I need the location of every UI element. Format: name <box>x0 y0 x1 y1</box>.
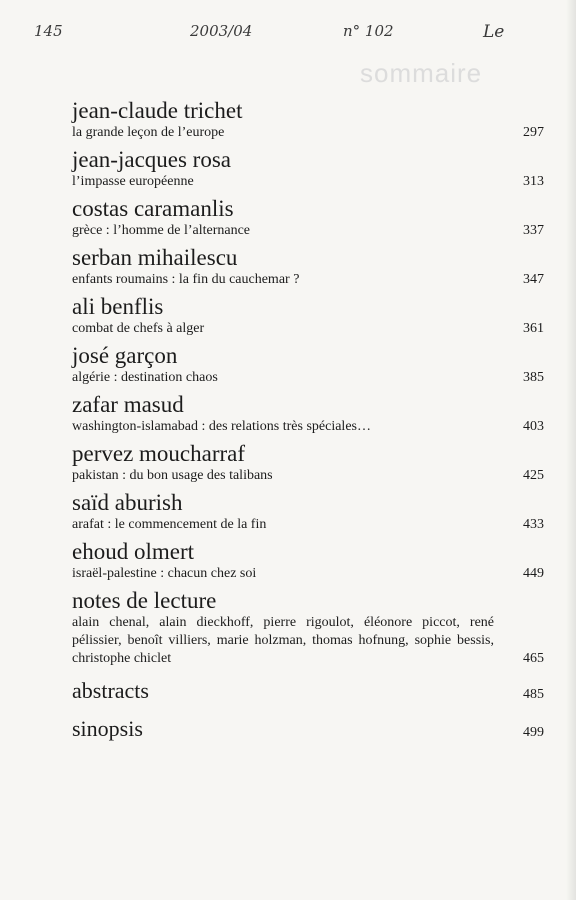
entry-title: washington-islamabad : des relations très spéciales… <box>72 419 371 434</box>
entry-author: zafar masud <box>72 392 184 417</box>
toc-section <box>72 716 544 742</box>
handwritten-mark: 145 <box>34 22 63 40</box>
entry-page-number: 385 <box>523 370 544 385</box>
entry-title: alain chenal, alain dieckhoff, pierre rigoulot, éléonore piccot, rené pélissier, benoît villiers, marie holzman, thomas hofnung, sophie bessis, christophe chiclet <box>72 615 494 666</box>
entry-page-number: 403 <box>523 419 544 434</box>
handwritten-date: 2003/04 <box>190 22 253 40</box>
section-label: sinopsis <box>72 716 143 741</box>
entry-page-number: 297 <box>523 125 544 140</box>
section-page-number: 499 <box>523 725 544 740</box>
section-label: abstracts <box>72 678 149 703</box>
section-page-number: 485 <box>523 687 544 702</box>
entry-title: algérie : destination chaos <box>72 370 218 385</box>
entry-page-number: 313 <box>523 174 544 189</box>
entry-author: pervez moucharraf <box>72 441 246 466</box>
entry-author: josé garçon <box>72 343 178 368</box>
entry-author: ali benflis <box>72 294 164 319</box>
handwritten-issue-number: n° 102 <box>343 22 394 40</box>
entry-page-number: 337 <box>523 223 544 238</box>
entry-author: notes de lecture <box>72 588 217 613</box>
entry-page-number: 465 <box>523 651 544 666</box>
entry-author: jean-jacques rosa <box>72 147 232 172</box>
entry-title: l’impasse européenne <box>72 174 194 189</box>
toc-section <box>72 678 544 704</box>
bleed-through-text: sommaire <box>360 58 483 88</box>
entry-title: enfants roumains : la fin du cauchemar ? <box>72 272 300 287</box>
toc-entry <box>72 539 544 583</box>
entry-page-number: 449 <box>523 566 544 581</box>
toc-entry <box>72 196 544 240</box>
toc-entry <box>72 98 544 142</box>
entry-title: israël-palestine : chacun chez soi <box>72 566 257 581</box>
toc-entry <box>72 490 544 534</box>
toc-entry <box>72 147 544 191</box>
entry-title: pakistan : du bon usage des talibans <box>72 468 273 483</box>
toc-entry <box>72 588 544 668</box>
entry-author: saïd aburish <box>72 490 183 515</box>
toc-entry <box>72 343 544 387</box>
entry-page-number: 347 <box>523 272 544 287</box>
toc-entry <box>72 245 544 289</box>
table-of-contents <box>72 98 544 754</box>
page-edge-shadow <box>566 0 576 900</box>
entry-title: la grande leçon de l’europe <box>72 125 225 140</box>
entry-author: jean-claude trichet <box>72 98 243 123</box>
entry-author: costas caramanlis <box>72 196 234 221</box>
entry-page-number: 425 <box>523 468 544 483</box>
entry-title: grèce : l’homme de l’alternance <box>72 223 251 238</box>
entry-author: serban mihailescu <box>72 245 238 270</box>
entry-page-number: 433 <box>523 517 544 532</box>
toc-entry <box>72 392 544 436</box>
entry-title: combat de chefs à alger <box>72 321 205 336</box>
entry-page-number: 361 <box>523 321 544 336</box>
toc-entry <box>72 294 544 338</box>
entry-title: arafat : le commencement de la fin <box>72 517 267 532</box>
toc-entry <box>72 441 544 485</box>
entry-author: ehoud olmert <box>72 539 194 564</box>
handwritten-mark: Le <box>483 22 505 42</box>
